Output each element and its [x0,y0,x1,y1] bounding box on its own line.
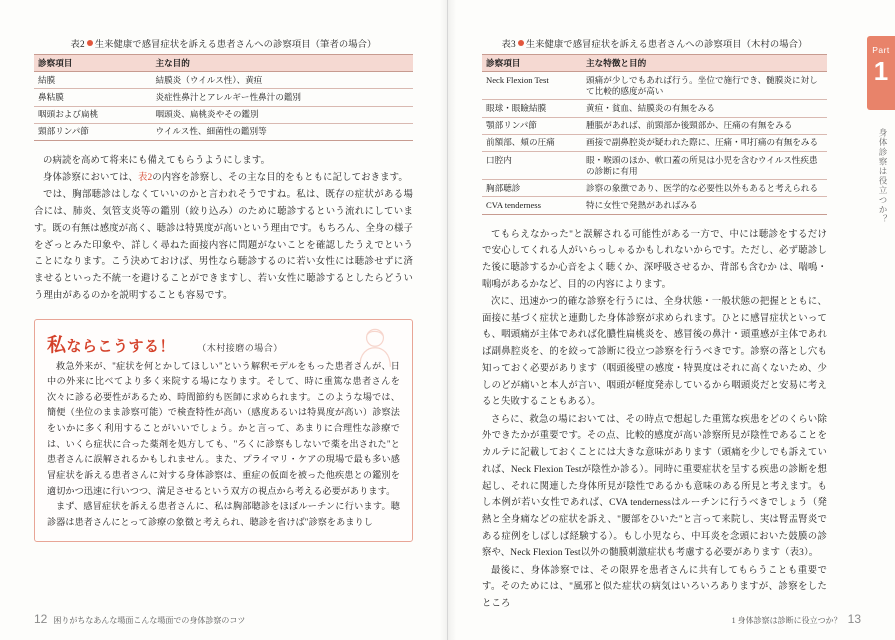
caption-dot-icon [518,40,524,46]
left-footer [34,612,245,626]
table3-cell-purpose: 眼・喉頭のほか、軟口蓋の所見は小児を含むウイルス性疾患の診断に有用 [582,151,827,179]
table3-cell-purpose: 診察の象徴であり、医学的な必要性以外もあると考えられる [582,180,827,197]
table-row [34,106,413,123]
table2-caption-after: 生来健康で感冒症状を訴える患者さんへの診察項目（筆者の場合） [94,40,377,50]
table-row [482,197,827,214]
part-tab [867,36,895,110]
right-body-text [482,227,827,613]
page-number-right: 13 [847,612,861,626]
table2 [34,54,413,141]
right-footer [732,612,861,626]
table2-cell-item: 頸部リンパ節 [34,123,151,140]
table2-cell-item: 鼻粘膜 [34,89,151,106]
body-paragraph: では、胸部聴診はしなくていいのかと言われそうですね。私は、既存の症状がある場合には、肺炎、気管支炎等の鑑別（絞り込み）のために聴診するという流れにしています。既の有無は感度が高く、聴診は特異度が高いという理由です。もちろん、全身の様子をざっとみた印象や、詳しく尋ねた面接内容に問題がないことを確認したうえでということになります。こう決めておけば、男性なら聴診するのに若い女性には聴診せずに済ませるといった不統一を避けることができますし、若い女性に聴診するとしたらどういう理由があるのかを説明することも容易です。 [34,190,413,301]
table3-cell-item: 口腔内 [482,151,582,179]
table3-cell-item: 前額部、頬の圧痛 [482,134,582,151]
table-row [482,117,827,134]
body-paragraph: さらに、救急の場においては、その時点で想起した重篤な疾患をどのくらい除外できたかが重要です。その点、比較的感度が高い診察所見が陰性であることをカルテに記載しておくことには大きな意味があります（頭痛を少しでも訴えていれば、Neck Flexion Testが陰性か診る）。同時に重要症状を呈する疾患の診断を想起し、それに関連した身体所見が陰性であるかも意味のある所見と考えます。もし本例が若い女性であれば、CVA tendernessはルーチンに行うべきでしょう（発熱と全身痛などの症状を訴え、"腰部をひいた"と言って来院し、実は腎盂腎炎である症例をしばしば経験する）。もし小児なら、中耳炎を念頭においた鼓膜の診察や、Neck Flexion Test以外の髄膜刺激症状も考慮する必要があります（表3）。 [482,414,827,559]
table-row [482,100,827,117]
table3-header-item: 診察項目 [482,55,582,72]
table2-caption [34,36,413,50]
table-row [482,134,827,151]
table3-cell-item: CVA tenderness [482,197,582,214]
table3-caption-before: 表3 [501,40,516,50]
part-tab-label: Part [872,45,890,55]
table3-cell-item: 胸部聴診 [482,180,582,197]
table2-header-row [34,55,413,72]
table-row [482,180,827,197]
right-page [448,0,895,640]
note-paragraph: 救急外来が、"症状を何とかしてほしい"という解釈モデルをもった患者さんが、日中の外来に比べてより多く来院する場になります。そして、時に重篤な患者さんを次々に診る必要性があるため、時間節約も医師に求められます。このような場では、簡便（坐位のまま診察可能）で検査特性が高い（感度あるいは特異度が高い）診察法をいかに多く利用することがいいでしょう。かと言って、あまりに合理性な診療では、いくら症状に合った薬剤を処方しても、"ろくに診察もしないで薬を出された"と患者さんに誤解されるかもしれません。また、プライマリ・ケアの現場で最も多い感冒症状を訴える患者さんに対する身体診察は、重症の仮面を被った他疾患との鑑別を適切かつ迅速に行いつつ、満足させるという双方の視点から考える必要があります。 [47,360,400,496]
table3-cell-purpose: 特に女性で発熱があればみる [582,197,827,214]
table3-header-purpose: 主な特徴と目的 [582,55,827,72]
table3-cell-purpose: 画接で副鼻腔炎が疑われた際に、圧痛・叩打痛の有無をみる [582,134,827,151]
side-running-title: 身体診察は役立つか？ [878,128,888,224]
note-title [47,330,400,357]
table-row [482,151,827,179]
note-subtitle: （木村接磨の場合） [197,342,283,353]
table3-caption [482,36,827,50]
table3-caption-after: 生来健康で感冒症状を訴える患者さんへの診察項目（木村の場合） [525,40,808,50]
table2-cell-purpose: 結膜炎（ウイルス性）、黄疸 [151,72,413,89]
table2-header-purpose: 主な目的 [151,55,413,72]
note-title-main: 私 [47,334,67,356]
table3 [482,54,827,215]
table2-cell-purpose: 咽頭炎、扁桃炎やその鑑別 [151,106,413,123]
table2-cell-purpose: 炎症性鼻汁とアレルギー性鼻汁の鑑別 [151,89,413,106]
note-box-my-approach [34,319,413,542]
table-row [34,123,413,140]
note-title-rest: ならこうする！ [66,338,176,355]
table3-cell-purpose: 頭痛が少しでもあれば行う。坐位で施行でき、髄膜炎に対して比較的感度が高い [582,72,827,100]
table-row [482,72,827,100]
table2-header-item: 診察項目 [34,55,151,72]
table-row [34,89,413,106]
body-paragraph: 身体診察においては、表2の内容を診察し、その主な目的をもともに記しておきます。 [43,173,408,184]
body-paragraph: 最後に、身体診察では、その限界を患者さんに共有してもらうことも重要です。そのためには、"風邪と似た症状の病気はいろいろありますが、診察をしたところ [482,565,827,610]
table3-header-row [482,55,827,72]
body-paragraph: の病読を高めて将来にも備えてもらうようにします。 [43,155,271,166]
table3-cell-item: 顎部リンパ節 [482,117,582,134]
table2-cell-item: 咽頭および扁桃 [34,106,151,123]
table3-cell-item: Neck Flexion Test [482,72,582,100]
table-row [34,72,413,89]
running-head-left: 困りがちなあんな場面こんな場面での身体診察のコツ [53,616,246,625]
caption-dot-icon [87,40,93,46]
note-body [47,359,400,531]
table2-caption-before: 表2 [70,40,85,50]
page-number-left: 12 [34,612,48,626]
table3-cell-item: 眼球・眼瞼結膜 [482,100,582,117]
table2-cell-item: 結膜 [34,72,151,89]
body-paragraph: 次に、迅速かつ的確な診察を行うには、全身状態・一般状態の把握とともに、面接に基づく症状と連動した身体診察が求められます。ひとに感冒症状といっても、咽頭痛が主体であれば化膿性扁桃炎を、感冒後の鼻汁・頭重感が主体であれば副鼻腔炎を、的を絞って診断に役立つ診察を行うべきです。診察の落とし穴も知っておく必要があります（咽頭後壁の感度・特異度はそれに高くないため、少しのどが痛いと本人が言い、咽頭が軽度発赤しているから咽頭炎だと安易に考えると失敗することもある）。 [482,296,827,408]
table3-cell-purpose: 腫脹があれば、前頸部か後頸部か、圧痛の有無をみる [582,117,827,134]
body-paragraph: てもらえなかった"と誤解される可能性がある一方で、中には聴診をするだけで安心してくれる人がいらっしゃるかもしれないからです。ただし、必ず聴診した後に聴診するか心音をよく聴くか、深呼吸させるか、背部も含むか は、喘鳴・喘鳴があるかなど、目的の内容によります。 [482,229,827,290]
running-head-right: 1 身体診察は診断に役立つか？ [731,616,842,625]
left-body-text [34,153,413,305]
table2-cell-purpose: ウイルス性、細菌性の鑑別等 [151,123,413,140]
table3-cell-purpose: 黄疸・貧血、結膜炎の有無をみる [582,100,827,117]
note-paragraph: まず、感冒症状を訴える患者さんに、私は胸部聴診をほぼルーチンに行います。聴診器は患者さんにとって診療の象徴と考えられ、聴診を省けば"診察をあまりし [47,501,400,527]
table2-reference: 表2 [137,173,153,184]
part-tab-number: 1 [873,56,889,86]
